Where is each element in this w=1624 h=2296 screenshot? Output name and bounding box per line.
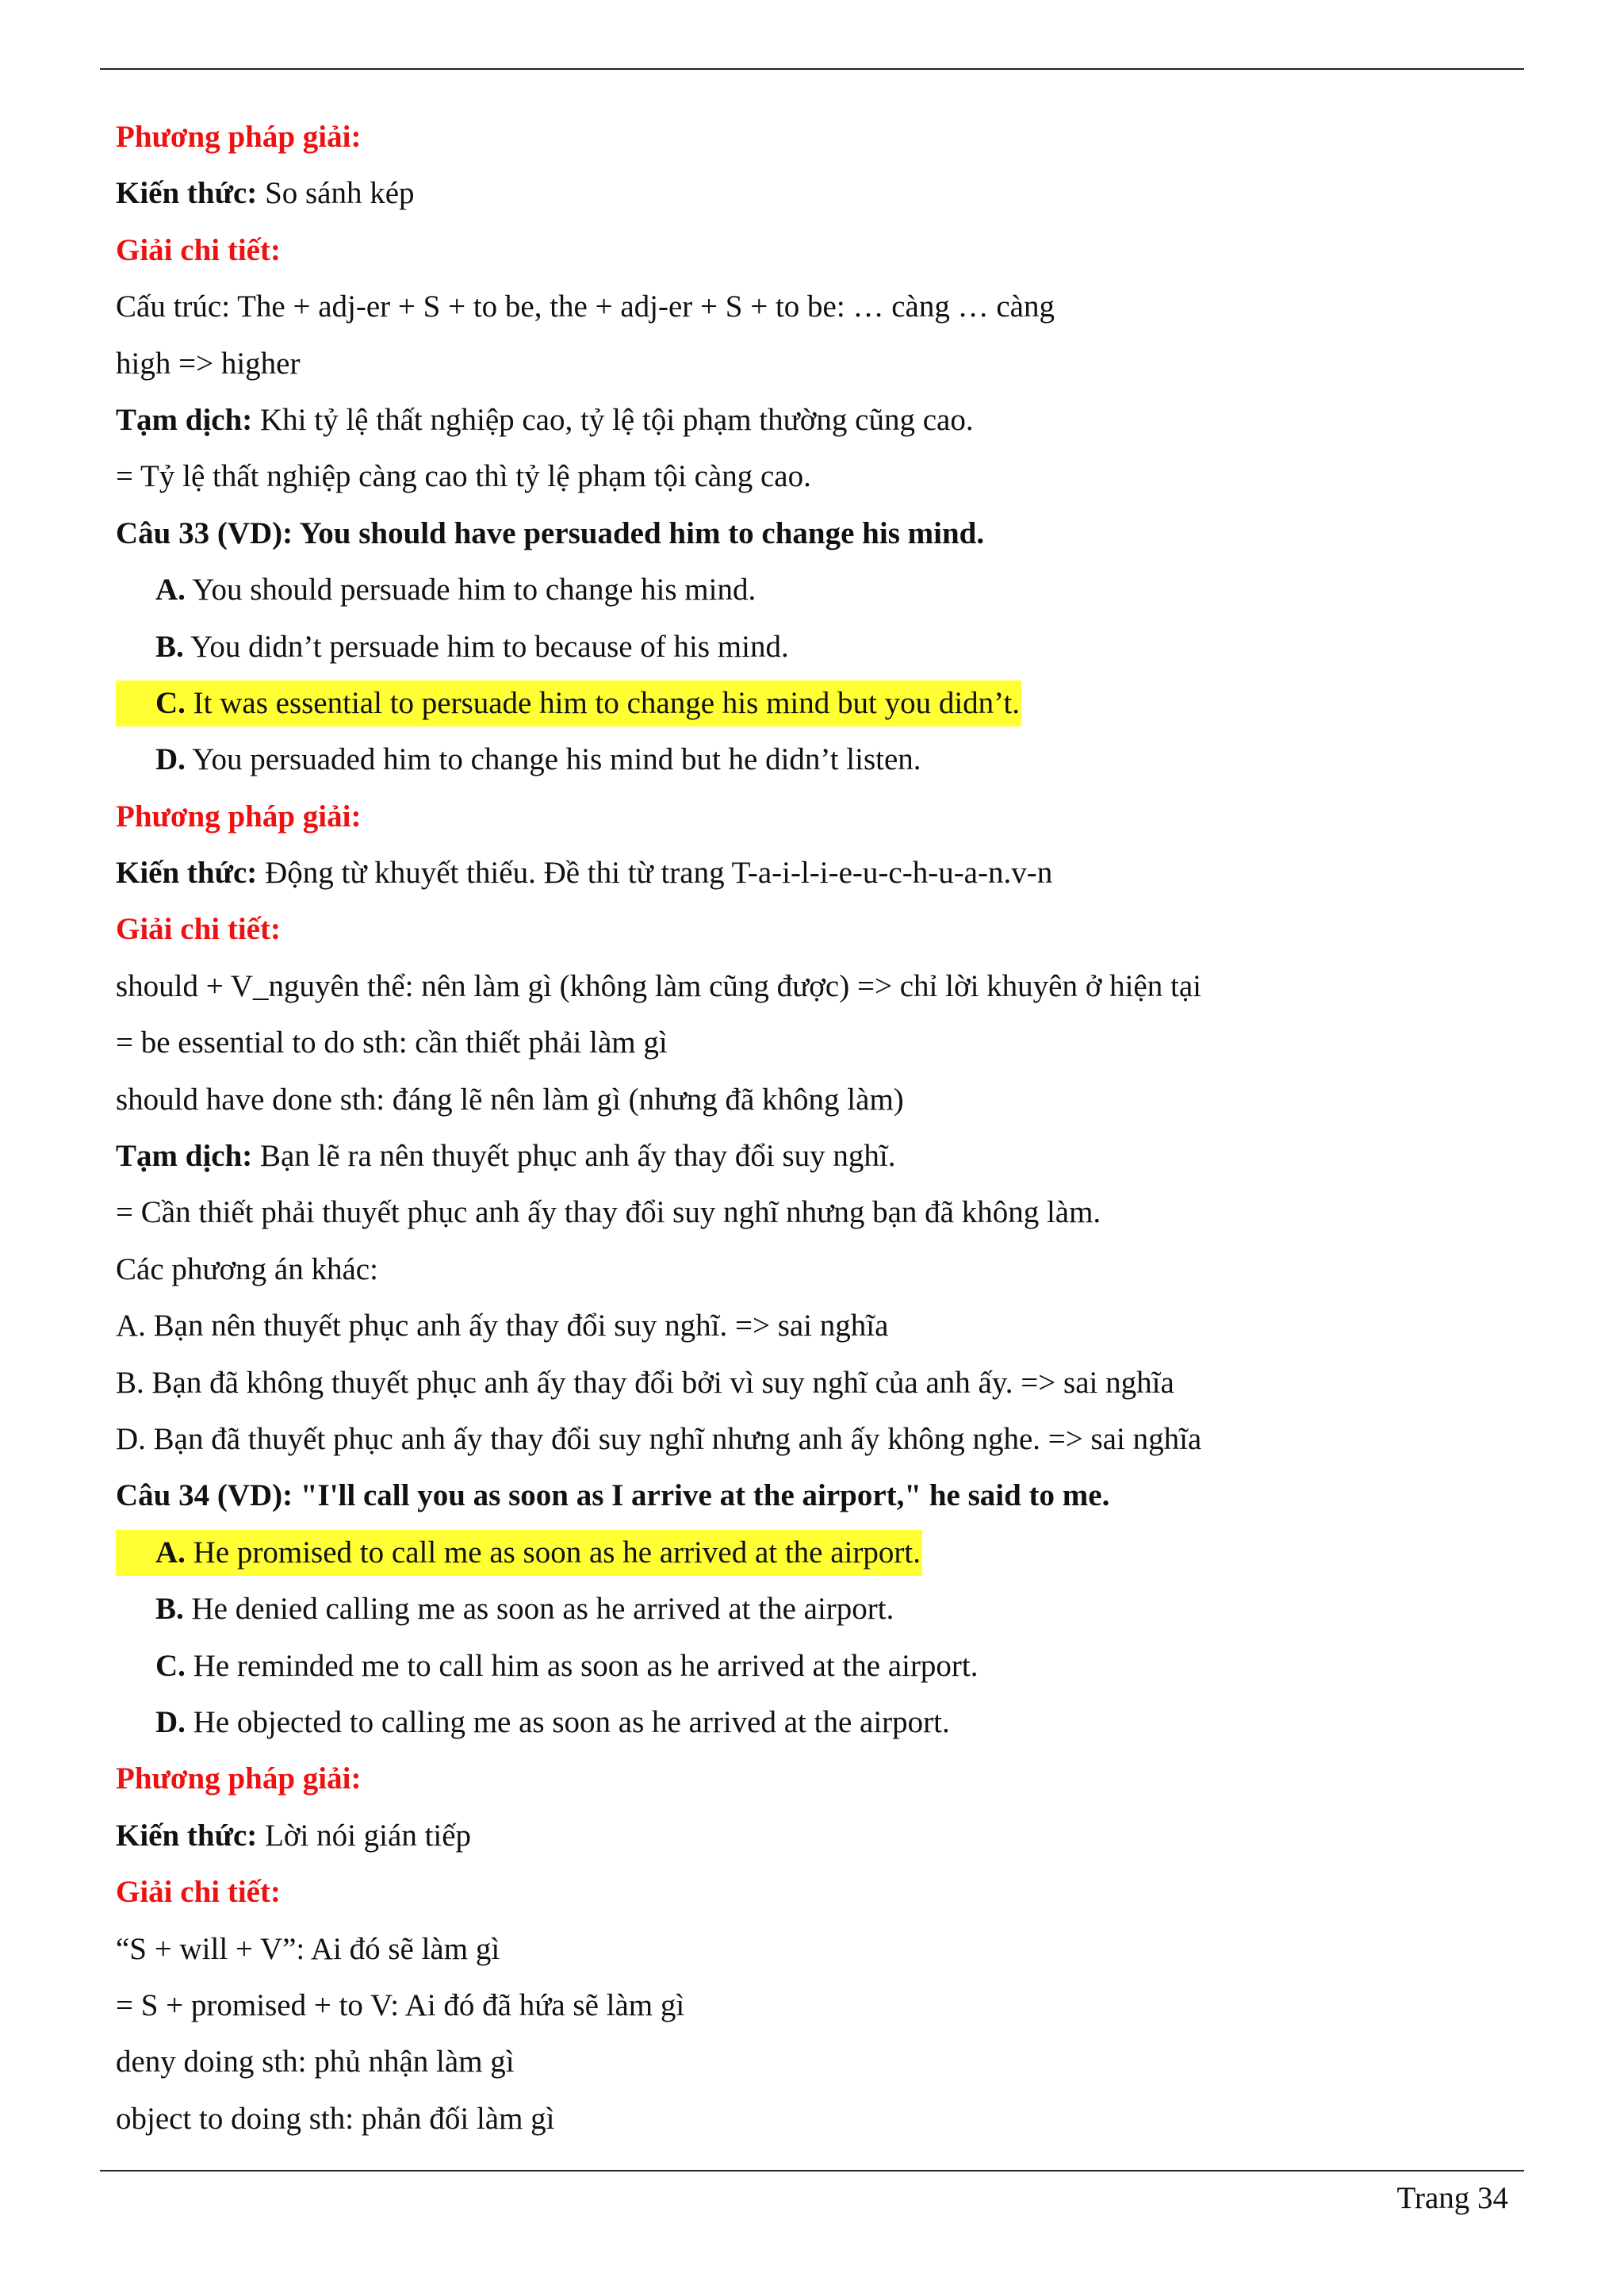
text-line: = Cần thiết phải thuyết phục anh ấy thay đổi suy nghĩ nhưng bạn đã không làm.: [116, 1195, 1101, 1230]
text-line: Cấu trúc: The + adj-er + S + to be, the + adj-er + S + to be: … càng … càng: [116, 289, 1055, 324]
option-c-correct: C. It was essential to persuade him to change his mind but you didn’t.: [116, 680, 1511, 737]
text-line: = Tỷ lệ thất nghiệp càng cao thì tỷ lệ phạm tội càng cao.: [116, 459, 811, 494]
option-a: A. You should persuade him to change his mind.: [155, 573, 756, 608]
option-c: C. He reminded me to call him as soon as he arrived at the airport.: [155, 1648, 979, 1683]
question-34: Câu 34 (VD): "I'll call you as soon as I arrive at the airport," he said to me.: [116, 1478, 1110, 1513]
knowledge-line: Kiến thức: Lời nói gián tiếp: [116, 1818, 472, 1853]
text-line: Các phương án khác:: [116, 1251, 378, 1286]
text-line: = be essential to do sth: cần thiết phải làm gì: [116, 1025, 668, 1060]
text-line: A. Bạn nên thuyết phục anh ấy thay đổi suy nghĩ. => sai nghĩa: [116, 1309, 889, 1343]
page-number: Trang 34: [1396, 2181, 1508, 2215]
knowledge-line: Kiến thức: So sánh kép: [116, 176, 415, 211]
question-33: Câu 33 (VD): You should have persuaded him to change his mind.: [116, 516, 985, 550]
translation-line: Tạm dịch: Khi tỷ lệ thất nghiệp cao, tỷ lệ tội phạm thường cũng cao.: [116, 402, 974, 437]
header-rule: [100, 68, 1524, 70]
text-line: should have done sth: đáng lẽ nên làm gì (nhưng đã không làm): [116, 1082, 904, 1117]
method-heading: Phương pháp giải:: [116, 1761, 362, 1796]
option-b: B. You didn’t persuade him to because of his mind.: [155, 629, 789, 664]
text-line: deny doing sth: phủ nhận làm gì: [116, 2045, 515, 2079]
detail-heading: Giải chi tiết:: [116, 1875, 281, 1910]
method-heading: Phương pháp giải:: [116, 120, 362, 154]
text-line: B. Bạn đã không thuyết phục anh ấy thay đổi bởi vì suy nghĩ của anh ấy. => sai nghĩa: [116, 1365, 1174, 1400]
method-heading: Phương pháp giải:: [116, 799, 362, 834]
footer-rule: [100, 2170, 1524, 2171]
text-line: should + V_nguyên thể: nên làm gì (không làm cũng được) => chỉ lời khuyên ở hiện tại: [116, 968, 1201, 1003]
detail-heading: Giải chi tiết:: [116, 232, 281, 267]
text-line: high => higher: [116, 346, 301, 381]
text-line: D. Bạn đã thuyết phục anh ấy thay đổi suy nghĩ nhưng anh ấy không nghe. => sai nghĩa: [116, 1421, 1202, 1456]
text-line: “S + will + V”: Ai đó sẽ làm gì: [116, 1931, 500, 1966]
option-b: B. He denied calling me as soon as he arrived at the airport.: [155, 1592, 894, 1627]
option-a-correct: A. He promised to call me as soon as he arrived at the airport.: [116, 1530, 1511, 1586]
text-line: = S + promised + to V: Ai đó đã hứa sẽ làm gì: [116, 1987, 685, 2022]
text-line: object to doing sth: phản đối làm gì: [116, 2101, 555, 2136]
option-d: D. He objected to calling me as soon as he arrived at the airport.: [155, 1704, 950, 1739]
document-body: [116, 114, 1511, 2152]
detail-heading: Giải chi tiết:: [116, 912, 281, 947]
option-d: D. You persuaded him to change his mind but he didn’t listen.: [155, 742, 921, 777]
knowledge-line: Kiến thức: Động từ khuyết thiếu. Đề thi từ trang T-a-i-l-i-e-u-c-h-u-a-n.v-n: [116, 856, 1053, 891]
translation-line: Tạm dịch: Bạn lẽ ra nên thuyết phục anh ấy thay đổi suy nghĩ.: [116, 1139, 896, 1174]
